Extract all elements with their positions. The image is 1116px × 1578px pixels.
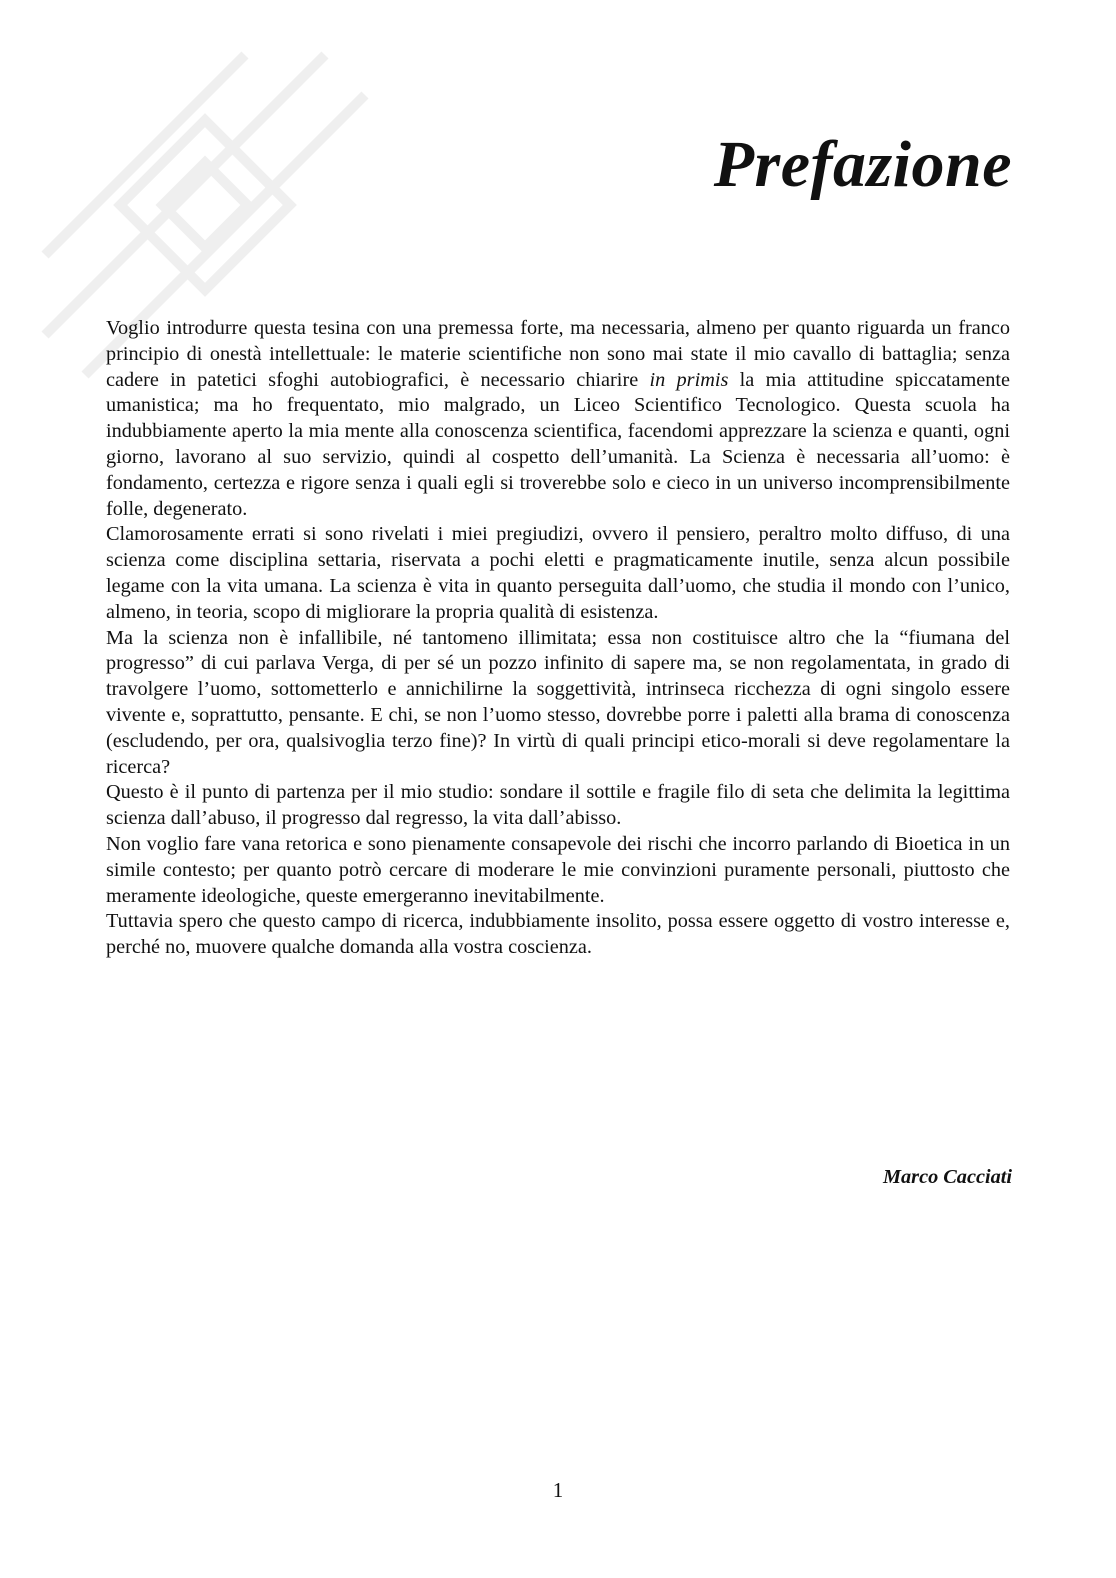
paragraph-text: la mia attitudine spiccatamente umanistica; ma ho frequentato, mio malgrado, un Liceo Scientifico Tecnologico. Questa scuola ha indubbiamente aperto la mia mente alla conoscenza scientifica, facendomi apprezzare la scienza e quanti, ogni giorno, lavorano al suo servizio, quindi al cospetto dell’umanità. La Scienza è necessaria all’uomo: è fondamento, certezza e rigore senza i quali egli si troverebbe solo e cieco in un universo incomprensibilmente folle, degenerato. [106,368,1011,520]
italic-text: in primis [649,368,729,391]
paragraph [106,909,1010,961]
paragraph-text: Clamorosamente errati si sono rivelati i miei pregiudizi, ovvero il pensiero, peraltro molto diffuso, di una scienza come disciplina settaria, riservata a pochi eletti e pragmaticamente inutile, senza alcun possibile legame con la vita umana. La scienza è vita in quanto perseguita dall’uomo, che studia il mondo con l’unico, almeno, in teoria, scopo di migliorare la propria qualità di esistenza. [106,523,1010,623]
body-text [106,316,1010,961]
paragraph-text: Voglio introdurre questa tesina con una premessa forte, ma necessaria, almeno per quanto riguarda un franco principio di onestà intellettuale: le materie scientifiche non sono mai state il mio cavallo di battaglia; senza cadere in patetici sfoghi autobiografici, è necessario chiarire [106,317,1010,391]
paragraph-text: Ma la scienza non è infallibile, né tantomeno illimitata; essa non costituisce altro che la “fiumana del progresso” di cui parlava Verga, di per sé un pozzo infinito di sapere ma, se non regolamentata, in grado di travolgere l’uomo, sottometterlo e annichilirne la soggettività, intrinseca ricchezza di ogni singolo essere vivente e, soprattutto, pensante. E chi, se non l’uomo stesso, dovrebbe porre i paletti alla brama di conoscenza (escludendo, per ora, qualsivoglia terzo fine)? In virtù di quali principi etico-morali si deve regolamentare la ricerca? [106,626,1010,778]
paragraph [106,780,1010,832]
paragraph-text: Tuttavia spero che questo campo di ricerca, indubbiamente insolito, possa essere oggetto di vostro interesse e, perché no, muovere qualche domanda alla vostra coscienza. [106,910,1010,959]
paragraph-text: Non voglio fare vana retorica e sono pienamente consapevole dei rischi che incorro parlando di Bioetica in un simile contesto; per quanto potrò cercare di moderare le mie convinzioni puramente personali, piuttosto che meramente ideologiche, queste emergeranno inevitabilmente. [106,832,1010,907]
paragraph [106,832,1010,909]
paragraph [106,522,1010,625]
page-number: 1 [552,1478,564,1502]
author-signature: Marco Cacciati [883,1166,1012,1188]
page-title: Prefazione [713,128,1012,201]
paragraph-text: Questo è il punto di partenza per il mio studio: sondare il sottile e fragile filo di seta che delimita la legittima scienza dall’abuso, il progresso dal regresso, la vita dall’abisso. [106,781,1010,830]
paragraph [106,626,1010,781]
paragraph [106,316,1010,522]
